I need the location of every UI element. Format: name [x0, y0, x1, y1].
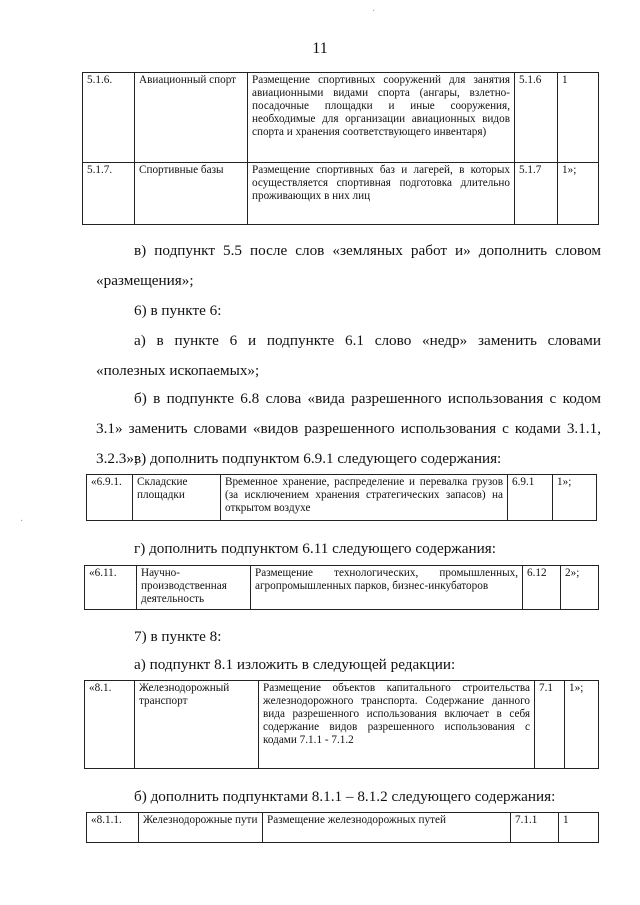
row-description: Размещение спортивных баз и лагерей, в которых осуществляется спортивная подготовка длительно проживающих в них лиц — [248, 163, 515, 225]
table-row — [83, 73, 599, 163]
row-name: Научно-производственная деятельность — [137, 566, 251, 610]
row-code: 5.1.7 — [515, 163, 558, 225]
paragraph: б) дополнить подпунктами 8.1.1 – 8.1.2 следующего содержания: — [134, 788, 556, 805]
row-value: 1»; — [565, 681, 599, 769]
paragraph: 7) в пункте 8: — [134, 628, 222, 645]
row-number: 5.1.6. — [83, 73, 135, 163]
scan-dot: · — [372, 6, 376, 17]
row-code: 7.1.1 — [511, 813, 559, 843]
row-number: «8.1.1. — [87, 813, 139, 843]
table-sports — [82, 72, 599, 225]
table-row — [85, 566, 599, 610]
row-name: Спортивные базы — [135, 163, 248, 225]
scan-dot: · — [20, 516, 24, 527]
table-row — [83, 163, 599, 225]
row-code: 7.1 — [535, 681, 565, 769]
paragraph: в) подпункт 5.5 после слов «земляных работ и» дополнить словом «размещения»; — [96, 242, 601, 289]
row-description: Временное хранение, распределение и перевалка грузов (за исключением хранения стратегических запасов) на открытом воздухе — [221, 475, 508, 521]
row-name: Складские площадки — [133, 475, 221, 521]
row-value: 1»; — [553, 475, 597, 521]
paragraph: г) дополнить подпунктом 6.11 следующего содержания: — [134, 540, 496, 557]
paragraph: б) в подпункте 6.8 слова «вида разрешенного использования с кодом 3.1» заменить словами «видов разрешенного использования с кодами 3.1.1, 3.2.3»; — [96, 390, 601, 467]
table-row — [85, 681, 599, 769]
row-number: «8.1. — [85, 681, 135, 769]
row-description: Размещение спортивных сооружений для занятия авиационными видами спорта (ангары, взлетно-посадочные площадки и иные сооружения, необходимые для организации авиационных видов спорта и хранения соответствующего инвентаря) — [248, 73, 515, 163]
row-description: Размещение технологических, промышленных, агропромышленных парков, бизнес-инкубаторов — [251, 566, 523, 610]
row-value: 1 — [558, 73, 599, 163]
row-number: 5.1.7. — [83, 163, 135, 225]
page-number: 11 — [312, 40, 328, 57]
table-row — [87, 813, 599, 843]
row-name: Железнодорожный транспорт — [135, 681, 259, 769]
paragraph: а) подпункт 8.1 изложить в следующей редакции: — [134, 656, 456, 673]
row-name: Авиационный спорт — [135, 73, 248, 163]
row-description: Размещение объектов капитального строительства железнодорожного транспорта. Содержание данного вида разрешенного использования включает в себя содержание видов разрешенного использования с кодами 7.1.1 - 7.1.2 — [259, 681, 535, 769]
row-number: «6.9.1. — [87, 475, 133, 521]
row-number: «6.11. — [85, 566, 137, 610]
row-value: 2»; — [561, 566, 599, 610]
row-description: Размещение железнодорожных путей — [263, 813, 511, 843]
table-railway-tracks — [86, 812, 599, 843]
paragraph: 6) в пункте 6: — [134, 302, 222, 319]
table-research — [84, 565, 599, 610]
row-code: 6.9.1 — [508, 475, 553, 521]
row-code: 6.12 — [523, 566, 561, 610]
row-code: 5.1.6 — [515, 73, 558, 163]
table-row — [87, 475, 597, 521]
paragraph: а) в пункте 6 и подпункте 6.1 слово «недр» заменить словами «полезных ископаемых»; — [96, 332, 601, 379]
table-warehouse — [86, 474, 597, 521]
table-railway — [84, 680, 599, 769]
row-value: 1 — [559, 813, 599, 843]
paragraph: в) дополнить подпунктом 6.9.1 следующего содержания: — [134, 450, 502, 467]
row-name: Железнодорожные пути — [139, 813, 263, 843]
row-value: 1»; — [558, 163, 599, 225]
